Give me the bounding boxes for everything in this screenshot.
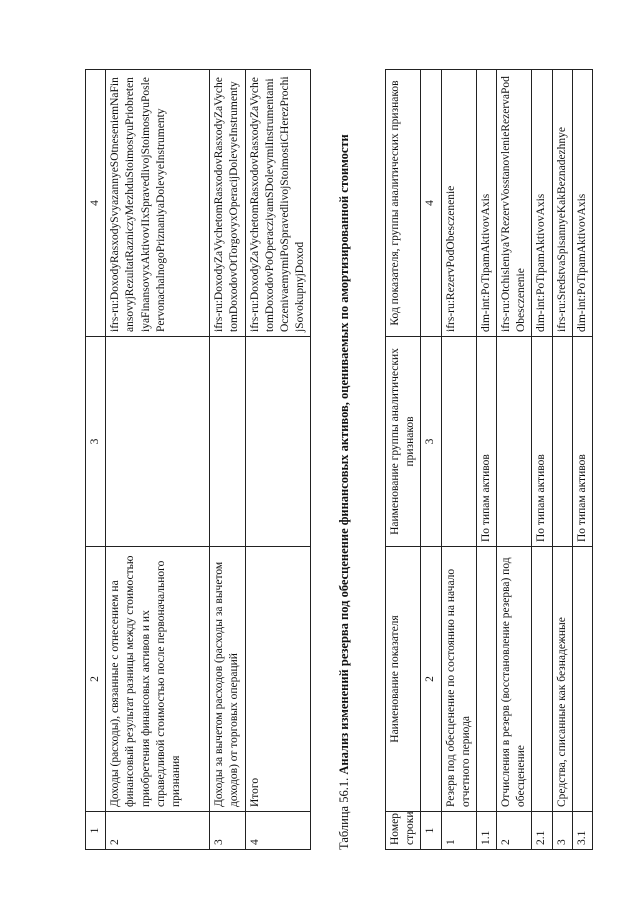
header-row-number: Номер строки: [386, 812, 421, 850]
table-row: [106, 70, 210, 850]
table-row: [441, 70, 476, 850]
table2-col-number: 1: [421, 812, 441, 850]
indicator-name: Отчисления в резерв (восстановление резерва) под обесценение: [497, 547, 532, 812]
indicator-name: Средства, списанные как безнадежные: [552, 547, 572, 812]
table-row: [476, 70, 496, 850]
caption-title: Анализ изменений резерва под обесценение финансовых активов, оцениваемых по амортизированной стоимости: [337, 134, 351, 775]
group-name: [552, 337, 572, 547]
indicator-code: ifrs-ru:DoxodyZaVychetomRasxodovRasxodyZaVychetomDoxodovPoOperacziyamSDolevymiInstrumentamiOczenivaemymiPoSpravedlivojStoimostiCHerezProchijSovokupnyjDoxod: [245, 70, 311, 337]
table2-col-number: 2: [421, 547, 441, 812]
group-name: По типам активов: [476, 337, 496, 547]
table2-col-number: 3: [421, 337, 441, 547]
header-indicator-code: Код показателя, группы аналитических признаков: [386, 70, 421, 337]
indicator-name: [476, 547, 496, 812]
group-name: [210, 337, 245, 547]
indicator-name: Доходы (расходы), связанные с отнесением на финансовый результат разницы между стоимостью приобретения финансовых активов и их справедливой стоимостью после первоначального признания: [106, 547, 210, 812]
table-row: [552, 70, 572, 850]
header-group-name: Наименование группы аналитических признаков: [386, 337, 421, 547]
row-number: 1.1: [476, 812, 496, 850]
group-name: [245, 337, 311, 547]
table2-col-number: 4: [421, 70, 441, 337]
row-number: 2: [497, 812, 532, 850]
group-name: [497, 337, 532, 547]
indicator-code: ifrs-ru:DoxodyZaVychetomRasxodovRasxodyZaVychetomDoxodovOtTorgovyxOperacijDolevyeInstrumenty: [210, 70, 245, 337]
table2-header-row: [386, 70, 421, 850]
group-name: По типам активов: [532, 337, 552, 547]
indicator-code: ifrs-ru:SredstvaSpisannyeKakBeznadezhnye: [552, 70, 572, 337]
table-income-expenses: [85, 69, 311, 850]
caption-lead: Таблица 56.1.: [337, 777, 351, 850]
indicator-code: ifrs-ru:RezervPodObesczenenie: [441, 70, 476, 337]
row-number: 2.1: [532, 812, 552, 850]
table1-header-row: [86, 70, 106, 850]
table1-col-number: 2: [86, 547, 106, 812]
table-caption: [335, 70, 354, 850]
table-row: [497, 70, 532, 850]
indicator-code: ifrs-ru:OtchisleniyaVRezervVosstanovlenieRezervaPodObesczenenie: [497, 70, 532, 337]
table-row: [210, 70, 245, 850]
row-number: 3: [552, 812, 572, 850]
indicator-name: [572, 547, 592, 812]
row-number: 3: [210, 812, 245, 850]
table-row: [245, 70, 311, 850]
indicator-name: [532, 547, 552, 812]
row-number: 1: [441, 812, 476, 850]
indicator-name: Итого: [245, 547, 311, 812]
group-name: По типам активов: [572, 337, 592, 547]
table-impairment-reserve: [385, 69, 593, 850]
header-indicator-name: Наименование показателя: [386, 547, 421, 812]
indicator-code: ifrs-ru:DoxodyRasxodySvyazannyeSOtneseniemNaFinansovyjRezultatRazniczyMezhduStoimostyuPriobreteniyaFinansovyxAktivovIIxSpravedlivojStoimostyuPoslePervonachalnogoPriznaniyaDolevyeInstrumenty: [106, 70, 210, 337]
table1-col-number: 3: [86, 337, 106, 547]
table-row: [532, 70, 552, 850]
row-number: 2: [106, 812, 210, 850]
rotated-page: [85, 70, 605, 850]
group-name: [441, 337, 476, 547]
table-row: [572, 70, 592, 850]
indicator-code: dim-int:PoTipamAktivovAxis: [532, 70, 552, 337]
indicator-name: Резерв под обесценение по состоянию на начало отчетного периода: [441, 547, 476, 812]
indicator-code: dim-int:PoTipamAktivovAxis: [572, 70, 592, 337]
row-number: 4: [245, 812, 311, 850]
indicator-name: Доходы за вычетом расходов (расходы за вычетом доходов) от торговых операций: [210, 547, 245, 812]
row-number: 3.1: [572, 812, 592, 850]
table1-col-number: 1: [86, 812, 106, 850]
table1-col-number: 4: [86, 70, 106, 337]
indicator-code: dim-int:PoTipamAktivovAxis: [476, 70, 496, 337]
group-name: [106, 337, 210, 547]
table2-col-numbers-row: [421, 70, 441, 850]
